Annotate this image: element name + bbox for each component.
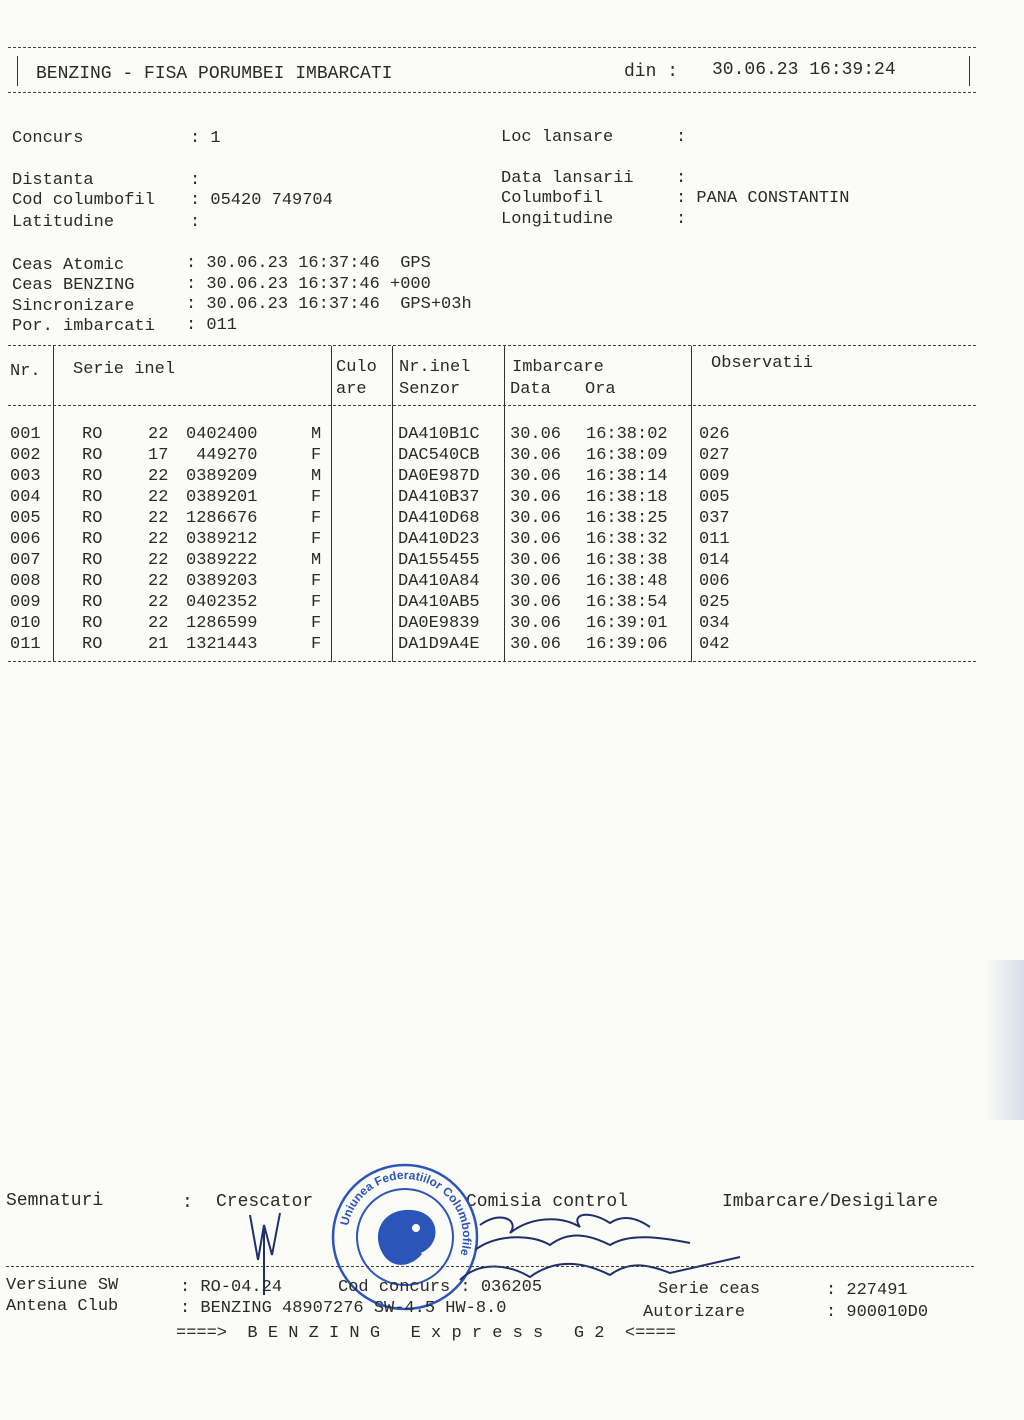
cell-sex: F [311,509,322,528]
cell-sex: F [311,614,322,633]
sincronizare-value: : 30.06.23 16:37:46 GPS+03h [186,295,472,314]
cell-sensor: DA0E9839 [398,614,480,633]
col-header-senzor: Senzor [399,380,461,399]
versiune-sw-value: : RO-04.24 [180,1278,283,1297]
cell-sensor: DA410B1C [398,425,480,444]
cell-year: 22 [148,572,169,591]
cell-obs: 009 [699,467,730,486]
table-row [0,571,1000,592]
cell-ring: 449270 [186,446,258,465]
col-header-imbarcare: Imbarcare [512,358,604,377]
ceas-benzing-label: Ceas BENZING [12,276,135,295]
cell-sex: M [311,425,322,444]
cell-obs: 042 [699,635,730,654]
cell-nr: 006 [10,530,41,549]
cell-obs: 014 [699,551,730,570]
cell-nr: 001 [10,425,41,444]
cell-nr: 004 [10,488,41,507]
semnaturi-label: Semnaturi [6,1191,104,1211]
cell-date: 30.06 [510,635,562,654]
cell-sex: F [311,635,322,654]
cod-columbofil-label: Cod columbofil [12,191,155,210]
cell-obs: 034 [699,614,730,633]
loc-lansare-value: : [676,128,687,147]
data-lansarii-label: Data lansarii [501,169,634,188]
pigeon-table-body [0,424,1000,660]
semnaturi-colon: : [182,1193,193,1213]
serie-ceas-label: Serie ceas [658,1280,761,1299]
por-imbarcati-value: : 011 [186,316,238,335]
cell-obs: 006 [699,572,730,591]
table-row [0,424,1000,445]
cell-sensor: DA410AB5 [398,593,480,612]
antena-club-value: : BENZING 48907276 SW-4.5 HW-8.0 [180,1299,507,1318]
ceas-atomic-value: : 30.06.23 16:37:46 GPS [186,254,431,273]
cell-ring: 1321443 [186,635,258,654]
col-header-culoare-2: are [336,380,367,399]
cell-time: 16:38:02 [586,425,668,444]
cell-time: 16:38:18 [586,488,668,507]
longitudine-label: Longitudine [501,210,614,229]
autorizare-value: : 900010D0 [826,1303,929,1322]
header-top-rule [8,47,976,48]
columbofil-label: Columbofil [501,189,604,208]
cell-sensor: DA0E987D [398,467,480,486]
por-imbarcati-label: Por. imbarcati [12,317,155,336]
cell-sensor: DAC540CB [398,446,480,465]
cell-sensor: DA155455 [398,551,480,570]
cell-ring: 1286599 [186,614,258,633]
cell-sensor: DA410B37 [398,488,480,507]
cell-country: RO [82,467,103,486]
cell-nr: 003 [10,467,41,486]
table-row [0,529,1000,550]
cell-obs: 011 [699,530,730,549]
cell-sex: F [311,446,322,465]
cell-sex: F [311,572,322,591]
cell-ring: 0389209 [186,467,258,486]
columbofil-value: : PANA CONSTANTIN [676,189,850,208]
cell-ring: 0389203 [186,572,258,591]
cell-year: 22 [148,488,169,507]
cell-nr: 011 [10,635,41,654]
imbarcare-desigilare-label: Imbarcare/Desigilare [722,1192,939,1212]
comisia-control-label: Comisia control [466,1192,629,1212]
cell-obs: 027 [699,446,730,465]
cell-time: 16:38:54 [586,593,668,612]
cell-year: 22 [148,530,169,549]
col-header-ora: Ora [585,380,616,399]
header-left-bar [17,56,18,86]
cell-obs: 026 [699,425,730,444]
cell-obs: 025 [699,593,730,612]
cell-time: 16:38:48 [586,572,668,591]
cell-year: 22 [148,509,169,528]
cell-year: 22 [148,614,169,633]
table-header-rule [8,405,976,406]
cell-ring: 1286676 [186,509,258,528]
table-row [0,445,1000,466]
table-top-rule [8,345,976,346]
cell-country: RO [82,614,103,633]
cell-country: RO [82,530,103,549]
cell-date: 30.06 [510,530,562,549]
table-row [0,550,1000,571]
table-row [0,487,1000,508]
cell-country: RO [82,551,103,570]
cell-country: RO [82,488,103,507]
cell-date: 30.06 [510,614,562,633]
cell-ring: 0389201 [186,488,258,507]
cod-concurs: Cod concurs : 036205 [338,1278,543,1297]
cell-country: RO [82,572,103,591]
header-bottom-rule [8,92,976,93]
sincronizare-label: Sincronizare [12,297,135,316]
cod-columbofil-value: : 05420 749704 [190,191,333,210]
cell-ring: 0389222 [186,551,258,570]
cell-obs: 037 [699,509,730,528]
cell-sex: F [311,488,322,507]
cell-sex: M [311,467,322,486]
cell-time: 16:38:38 [586,551,668,570]
print-date-label: din : [624,62,679,82]
crescator-label: Crescator [216,1192,314,1212]
col-header-data: Data [510,380,551,399]
latitudine-label: Latitudine [12,213,115,232]
stamp-text: Uniunea Federatiilor Columbofile [337,1167,475,1258]
col-header-serie-inel: Serie inel [73,360,176,379]
cell-ring: 0402352 [186,593,258,612]
data-lansarii-value: : [676,169,687,188]
cell-nr: 010 [10,614,41,633]
autorizare-label: Autorizare [643,1303,746,1322]
cell-country: RO [82,425,103,444]
concurs-label: Concurs [12,129,84,148]
concurs-value: : 1 [190,129,221,148]
cell-year: 17 [148,446,169,465]
cell-country: RO [82,593,103,612]
cell-ring: 0389212 [186,530,258,549]
cell-sex: F [311,530,322,549]
cell-date: 30.06 [510,572,562,591]
col-header-culoare-1: Culo [336,358,377,377]
table-row [0,508,1000,529]
benzing-express-banner: ====> B E N Z I N G E x p r e s s G 2 <==== [176,1324,676,1343]
document-title: BENZING - FISA PORUMBEI IMBARCATI [36,64,393,84]
cell-nr: 008 [10,572,41,591]
table-row [0,613,1000,634]
cell-nr: 002 [10,446,41,465]
cell-nr: 009 [10,593,41,612]
serie-ceas-value: : 227491 [826,1281,908,1300]
cell-date: 30.06 [510,593,562,612]
cell-sex: F [311,593,322,612]
cell-sensor: DA410D68 [398,509,480,528]
print-date-value: 30.06.23 16:39:24 [712,60,896,80]
cell-country: RO [82,446,103,465]
cell-sex: M [311,551,322,570]
cell-sensor: DA410A84 [398,572,480,591]
distanta-label: Distanta [12,171,94,190]
cell-time: 16:38:32 [586,530,668,549]
cell-year: 22 [148,467,169,486]
versiune-sw-label: Versiune SW [6,1276,119,1295]
cell-year: 22 [148,593,169,612]
table-row [0,592,1000,613]
cell-obs: 005 [699,488,730,507]
cell-date: 30.06 [510,488,562,507]
cell-time: 16:39:06 [586,635,668,654]
latitudine-value: : [190,213,201,232]
cell-ring: 0402400 [186,425,258,444]
paper-shadow [984,960,1024,1120]
antena-club-label: Antena Club [6,1297,119,1316]
table-bottom-rule [8,661,976,662]
table-row [0,634,1000,655]
cell-year: 22 [148,551,169,570]
cell-country: RO [82,635,103,654]
cell-sensor: DA1D9A4E [398,635,480,654]
distanta-value: : [190,171,201,190]
cell-date: 30.06 [510,446,562,465]
cell-year: 22 [148,425,169,444]
cell-nr: 007 [10,551,41,570]
cell-date: 30.06 [510,509,562,528]
col-header-observatii: Observatii [711,354,814,373]
longitudine-value: : [676,210,687,229]
cell-date: 30.06 [510,425,562,444]
cell-sensor: DA410D23 [398,530,480,549]
cell-time: 16:38:09 [586,446,668,465]
cell-time: 16:38:25 [586,509,668,528]
col-header-nr-inel: Nr.inel [399,358,471,377]
cell-time: 16:38:14 [586,467,668,486]
loc-lansare-label: Loc lansare [501,128,614,147]
header-right-bar [969,56,970,86]
col-header-nr: Nr. [10,362,41,381]
table-row [0,466,1000,487]
cell-year: 21 [148,635,169,654]
ceas-atomic-label: Ceas Atomic [12,256,125,275]
ceas-benzing-value: : 30.06.23 16:37:46 +000 [186,275,431,294]
cell-date: 30.06 [510,467,562,486]
cell-country: RO [82,509,103,528]
cell-date: 30.06 [510,551,562,570]
signature-rule [6,1266,974,1267]
cell-time: 16:39:01 [586,614,668,633]
cell-nr: 005 [10,509,41,528]
